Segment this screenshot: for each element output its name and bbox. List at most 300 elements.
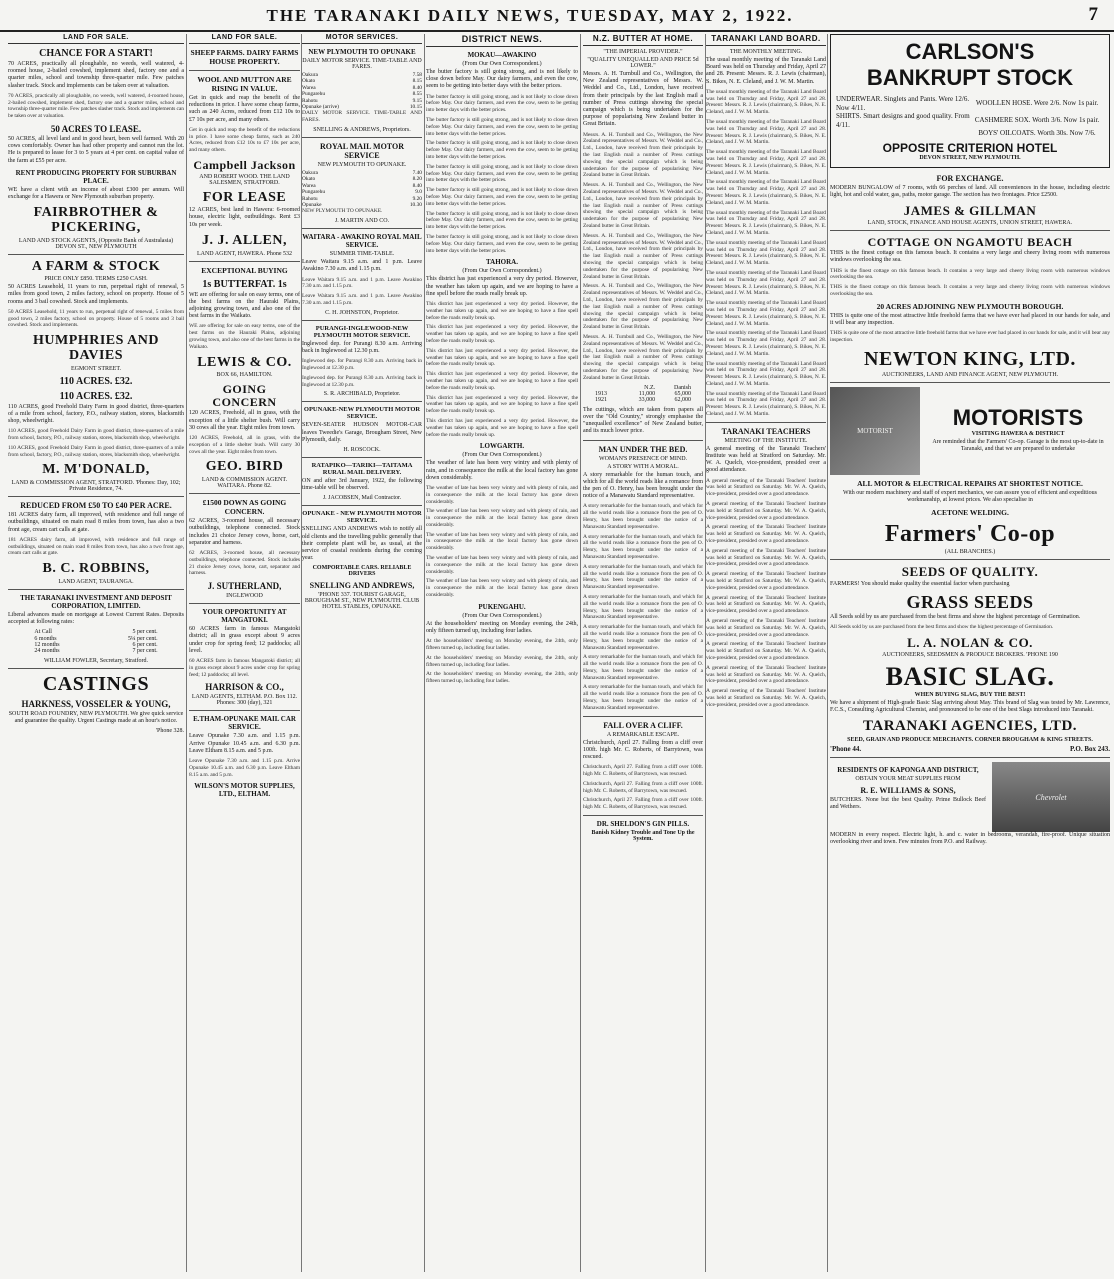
divider: [583, 815, 703, 816]
article-body: Christchurch, April 27. Falling from a cliff over 100ft. high Mr. C. Roberts, of Barrytown, was rescued.: [583, 739, 703, 761]
divider: [302, 137, 422, 138]
place: Rahotu: [302, 97, 318, 104]
carlsons-ad: [830, 34, 1110, 168]
timetable: [302, 170, 422, 208]
article-body-continued: The usual monthly meeting of the Taranaki Land Board was held on Thursday and Friday, April 27 and 28. Present: Messrs. R. J. Lewis (chairman), S. Bikes, N. E. Cleland, and J. W. M. Martin.: [706, 119, 826, 146]
firm-address: LAND AND STOCK AGENTS, (Opposite Bank of Australasia) DEVON ST., NEW PLYMOUTH: [18, 237, 174, 250]
ad-heading: 110 ACRES. £32.: [59, 390, 133, 402]
divider: [8, 254, 184, 255]
article-body-continued: This district has just experienced a very dry period. However, the weather has taken up again, and we are hoping to have a fine spell before the roads really break up.: [426, 324, 578, 344]
ad-body: 50 ACRES, all level land and in good heart, been well farmed. With 20 cows comfortably. Owner has had other property and cannot run the lot. He is prepared to lease for 3 to 5 years at 4 per cent. on capital value of the farm at £55 per acre.: [8, 136, 184, 164]
ad-body-continued: THIS is quite one of the most attractive little freehold farms that we have ever had placed in our hands for sale, and it will bear any inspection.: [830, 330, 1110, 343]
table-row: [836, 95, 1104, 112]
article-body-continued: Messrs. A. H. Turnbull and Co., Wellington, the New Zealand representatives of Messrs. W. Weddel and Co., Ltd., London, have received from their principals by the last English mail a number of Press cuttings showing the special campaign which is being undertaken for the purpose of popularising New Zealand butter in Great Britain.: [583, 232, 703, 280]
firm-name: HARKNESS, VOSSELER & YOUNG,: [21, 698, 171, 709]
article-body-continued: Messrs. A. H. Turnbull and Co., Wellington, the New Zealand representatives of Messrs. W. Weddel and Co., Ltd., London, have received from their principals by the last English mail a number of Press cuttings showing the special campaign which is being undertaken for the purpose of popularising New Zealand butter in Great Britain.: [583, 182, 703, 229]
firm-name: HUMPHRIES AND DAVIES: [33, 333, 159, 363]
firm-address: AUCTIONEERS, SEEDSMEN & PRODUCE BROKERS. 'PHONE 190: [882, 651, 1058, 658]
article-byline: (From Our Own Correspondent.): [462, 452, 542, 459]
article-subheading: THE MONTHLY MEETING.: [729, 49, 803, 55]
ad-body: Leave Waitara 9.15 a.m. and 1 p.m. Leave Awakino 7.30 a.m. and 1.15 p.m.: [302, 259, 422, 273]
article-body-continued: The butter factory is still going strong, and is not likely to close down before May. Our dairy farmers, and even the cow, seem to be getting into better days with the better prices.: [426, 140, 578, 160]
section-heading: DISTRICT NEWS.: [426, 34, 578, 47]
divider: [302, 401, 422, 402]
ad-body: Liberal advances made on mortgage at Lowest Current Rates. Deposits accepted at following rates:: [8, 611, 184, 626]
ad-heading: GOING CONCERN: [212, 382, 277, 409]
firm-address: 'PHONE 337. TOURIST GARAGE, BROUGHAM ST., NEW PLYMOUTH. CLUB HOTEL STABLES, OPUNAKE.: [304, 592, 420, 611]
stock-item: CASHMERE SOX. Worth 3/6. Now 1s pair.: [974, 116, 1100, 125]
article-body: The cuttings, which are taken from papers all over the "Old Country," strongly emphasise the "unequalled excellence" of New Zealand butter, and its much lower price.: [583, 406, 703, 435]
ad-heading: PURANGI-INGLEWOOD-NEW PLYMOUTH MOTOR SERVICE.: [313, 324, 411, 339]
ad-body: SNELLING AND ANDREWS wish to notify all old clients and the travelling public generally that their complete plant will be, as usual, at the service of coastal residents during the coming year.: [302, 526, 422, 562]
time: 8.40: [412, 84, 422, 91]
article-body-continued: A general meeting of the Taranaki Teachers' Institute was held at Stratford on Saturday. Mr. W. A. Quelch, vice-president, presided over a good attendance.: [706, 524, 826, 545]
time: 7.40: [412, 170, 422, 177]
column-header: N.Z.: [644, 384, 656, 391]
ad-body: 12 ACRES, best land in Hawera: 6-roomed house, electric light, outbuildings. Rent £3 10s per week.: [189, 207, 300, 228]
ad-body: With our modern machinery and staff of expert mechanics, we can assure you of efficient and expeditious workmanship, at lowest prices. We also specialise in: [843, 489, 1097, 503]
article-heading: TARANAKI TEACHERS: [721, 426, 811, 436]
firm-address: LAND AGENT, HAWERA. Phone 532: [196, 250, 293, 257]
article-body: At the householders' meeting on Monday evening, the 24th, only fifteen turned up, including four ladies.: [426, 620, 578, 635]
article-body-continued: This district has just experienced a very dry period. However, the weather has taken up again, and we are hoping to have a fine spell before the roads really break up.: [426, 417, 578, 438]
butter-export-table: [595, 385, 691, 404]
masthead-title: THE TARANAKI DAILY NEWS, TUESDAY, MAY 2, 1922.: [266, 6, 794, 25]
firm-name: LEWIS & CO.: [197, 354, 292, 370]
firm-name: SNELLING AND ANDREWS,: [309, 581, 415, 591]
ad-heading: FOR EXCHANGE.: [936, 173, 1004, 183]
rate-period: 12 months: [34, 642, 60, 649]
ad-body: 50 ACRES Leasehold, 11 years to run, perpetual right of renewal, 5 miles from good town, 2 miles factory, school on property. House of 5 rooms and 3 bail cowshed. Stock and implements.: [8, 284, 184, 305]
article-body-continued: A general meeting of the Taranaki Teachers' Institute was held at Stratford on Saturday. Mr. W. A. Quelch, vice-president, presided over a good attendance.: [706, 501, 826, 521]
ad-subtitle: VISITING HAWERA & DISTRICT: [971, 431, 1065, 438]
ad-body: MODERN BUNGALOW of 7 rooms, with 66 perches of land. All conveniences in the house, including electric light, hot and cold water, gas, paths, motor garage. The section has two frontages. Price £2500.: [830, 184, 1110, 198]
ad-subheading: DAILY MOTOR SERVICE. TIME-TABLE AND FARES.: [302, 58, 422, 70]
ad-subheading: SUMMER TIME-TABLE.: [329, 251, 395, 258]
nz-value: 11,000: [638, 390, 656, 397]
article-body-continued: This district has just experienced a very dry period. However, the weather has taken up again, and we are hoping to have a fine spell before the roads really break up.: [426, 300, 578, 321]
article-heading: N.Z. BUTTER AT HOME.: [583, 34, 703, 46]
time: 10.30: [409, 202, 422, 209]
table-row: [836, 129, 1104, 138]
firm-name: L. A. NOLAN & CO.: [907, 635, 1033, 651]
divider: [189, 710, 300, 711]
phone: 'Phone 328.: [155, 728, 184, 735]
ad-body-continued: Leave Waitara 9.15 a.m. and 1 p.m. Leave Awakino 7.30 a.m. and 1.15 p.m.: [302, 276, 422, 290]
ad-body-continued: THIS is the finest cottage on this famous beach. It contains a very large and cheery living room with numerous windows overlooking the sea.: [830, 267, 1110, 281]
ad-body-continued: 70 ACRES, practically all ploughable, no weeds, well watered, 4-roomed house, 2-bailed cowshed, implement shed, factory one and a quarter miles, school and township three-quarter mile. Few patches slasher track. Stock and implements can be taken over at valuation.: [8, 92, 184, 120]
article-subheading: "THE IMPERIAL PROVIDER.": [603, 49, 683, 55]
column-rule: [580, 34, 581, 1272]
stock-item: SHIRTS. Smart designs and good quality. From 4/11.: [836, 112, 970, 129]
firm-address: LAND & COMMISSION AGENT, STRATFORD. 'Phones: Day, 102; Private Residence, 74.: [11, 480, 181, 493]
ad-heading: BASIC SLAG.: [885, 661, 1055, 691]
column-rule: [424, 34, 425, 1272]
article-body-continued: The usual monthly meeting of the Taranaki Land Board was held on Thursday and Friday, April 27 and 28. Present: Messrs. R. J. Lewis (chairman), S. Bikes, N. E. Cleland, and J. W. M. Martin.: [706, 269, 826, 297]
ad-body: SOUTH ROAD FOUNDRY, NEW PLYMOUTH. We give quick service and guarantee the quality. Urgent Castings made at an hour's notice.: [8, 710, 184, 725]
ad-body-continued: 110 ACRES, good Freehold Dairy Farm in good district, three-quarters of a mile from school, factory, P.O., railway station, stores, blacksmith shop, wheelwright.: [8, 428, 184, 442]
firm-address: SEED, GRAIN AND PRODUCE MERCHANTS. CORNER BROUGHAM & KING STREETS.: [847, 737, 1093, 744]
ad-heading: OPUNAKE-NEW PLYMOUTH MOTOR SERVICE.: [303, 406, 421, 421]
article-subheading: WOMAN'S PRESENCE OF MIND.: [598, 455, 688, 462]
year: 1913: [595, 390, 607, 397]
article-body-continued: Christchurch, April 27. Falling from a cliff over 100ft. high Mr. C. Roberts, of Barrytown, was rescued.: [583, 764, 703, 778]
ad-body: THIS is quite one of the most attractive little freehold farms that we have ever had placed in our hands for sale, and it will bear any inspection.: [830, 312, 1110, 326]
ad-subtitle: OBTAIN YOUR MEAT SUPPLIES FROM: [855, 776, 961, 783]
article-heading: TAHORA.: [486, 258, 518, 267]
article-body-continued: Christchurch, April 27. Falling from a cliff over 100ft. high Mr. C. Roberts, of Barrytown, was rescued.: [583, 797, 703, 811]
place: Oakura: [302, 170, 318, 177]
article-subheading: A STORY WITH A MORAL.: [607, 463, 679, 470]
article-body-continued: The usual monthly meeting of the Taranaki Land Board was held on Thursday and Friday, April 27 and 28. Present: Messrs. R. J. Lewis (chairman), S. Bikes, N. E. Cleland, and J. W. M. Martin.: [706, 330, 826, 357]
article-body-continued: Messrs. A. H. Turnbull and Co., Wellington, the New Zealand representatives of Messrs. W. Weddel and Co., Ltd., London, have received from their principals by the last English mail a number of Press cuttings showing the special campaign which is being undertaken for the purpose of popularising New Zealand butter in Great Britain.: [583, 131, 703, 179]
ad-body-continued: DAILY MOTOR SERVICE. TIME-TABLE AND FARES.: [302, 110, 422, 124]
article-heading: FALL OVER A CLIFF.: [603, 720, 683, 730]
article-body-continued: A story remarkable for the human touch, and which for all the world reads like a romance from the pen of O. Henry, has been brought under the notice of a Manawatu Standard representative.: [583, 684, 703, 711]
article-body: Messrs. A. H. Turnbull and Co., Wellington, the New Zealand representatives of Messrs. W. Weddel and Co., Ltd., London, have received from their principals by the last English mail a number of Press cuttings showing the special campaign which is being undertaken for the purpose of popularising New Zealand butter in Great Britain.: [583, 71, 703, 128]
ad-body-continued: Inglewood dep. for Purangi 8.30 a.m. Arriving back in Inglewood at 12.30 p.m.: [302, 374, 422, 388]
rate-value: 6 per cent.: [132, 642, 158, 649]
article-body-continued: A story remarkable for the human touch, and which for all the world reads like a romance from the pen of O. Henry, has been brought under the notice of a Manawatu Standard representative.: [583, 624, 703, 651]
article-body: The usual monthly meeting of the Taranaki Land Board was held on Thursday and Friday, April 27 and 28. Present: Messrs. R. J. Lewis (chairman), S. Bikes, N. E. Cleland, and J. W. M. Martin.: [706, 57, 826, 85]
column-land-for-sale-2: [189, 34, 300, 1272]
article-body-continued: The usual monthly meeting of the Taranaki Land Board was held on Thursday and Friday, April 27 and 28. Present: Messrs. R. J. Lewis (chairman), S. Bikes, N. E. Cleland, and J. W. M. Martin.: [706, 88, 826, 116]
deposit-rates-table: [34, 629, 157, 655]
article-body-continued: Messrs. A. H. Turnbull and Co., Wellington, the New Zealand representatives of Messrs. W. Weddel and Co., Ltd., London, have received from their principals by the last English mail a number of Press cuttings showing the special campaign which is being undertaken for the purpose of popularising New Zealand butter in Great Britain.: [583, 333, 703, 381]
firm-address: AUCTIONEERS, LAND AND FINANCE AGENT, NEW PLYMOUTH.: [881, 371, 1059, 378]
article-body-continued: The butter factory is still going strong, and is not likely to close down before May. Our dairy farmers, and even the cow, seem to be getting into better days with the better prices.: [426, 117, 578, 137]
divider: [8, 589, 184, 590]
table-row: [836, 112, 1104, 129]
ad-heading: RESIDENTS OF KAPONGA AND DISTRICT,: [837, 766, 979, 775]
divider: [830, 559, 1110, 560]
article-body-continued: A story remarkable for the human touch, and which for all the world reads like a romance from the pen of O. Henry, has been brought under the notice of a Manawatu Standard representative.: [583, 654, 703, 681]
time: 8.15: [412, 78, 422, 85]
ad-heading: CHANCE FOR A START!: [39, 48, 153, 59]
time: 7.58: [412, 72, 422, 78]
column-land-for-sale-1: [8, 34, 184, 1272]
time: 9.20: [412, 195, 422, 202]
time: 10.15: [409, 104, 422, 111]
firm-address: LAND & COMMISSION AGENT. WAITARA. Phone 82.: [201, 477, 288, 490]
article-body-continued: A general meeting of the Taranaki Teachers' Institute was held at Stratford on Saturday. Mr. W. A. Quelch, vice-president, presided over a good attendance.: [706, 571, 826, 591]
ad-heading: 50 ACRES TO LEASE.: [50, 124, 142, 134]
time: 8.20: [412, 176, 422, 183]
place: Opunake (arrive): [302, 104, 339, 111]
article-body-continued: A story remarkable for the human touch, and which for all the world reads like a romance from the pen of O. Henry, has been brought under the notice of a Manawatu Standard representative.: [583, 533, 703, 560]
article-byline: (From Our Own Correspondent.): [462, 268, 542, 275]
column-rule: [827, 34, 828, 1272]
article-heading: MAN UNDER THE BED.: [598, 444, 688, 454]
page-number: 7: [1088, 4, 1098, 25]
time: 9.0: [415, 189, 422, 196]
article-body-continued: The usual monthly meeting of the Taranaki Land Board was held on Thursday and Friday, April 27 and 28. Present: Messrs. R. J. Lewis (chairman), S. Bikes, N. E. Cleland, and J. W. M. Martin.: [706, 390, 826, 418]
ad-location: OPPOSITE CRITERION HOTEL: [882, 140, 1058, 155]
time: 8.40: [412, 182, 422, 189]
proprietor: J. MARTIN AND CO.: [334, 218, 390, 225]
article-body-continued: The weather of late has been very wintry and with plenty of rain, and in consequence the milk at the local factory has gone down considerably.: [426, 578, 578, 599]
divider: [302, 457, 422, 458]
ad-heading: COTTAGE ON NGAMOTU BEACH: [867, 234, 1073, 249]
ad-body: THIS is the finest cottage on this famous beach. It contains a very large and cheery living room with numerous windows overlooking the sea.: [830, 250, 1110, 264]
article-body-continued: The usual monthly meeting of the Taranaki Land Board was held on Thursday and Friday, April 27 and 28. Present: Messrs. R. J. Lewis (chairman), S. Bikes, N. E. Cleland, and J. W. M. Martin.: [706, 239, 826, 267]
proprietor: H. ROSCOCK.: [343, 447, 381, 454]
proprietor: SNELLING & ANDREWS, Proprietors.: [313, 127, 411, 134]
ad-body: WE have a client with an income of about £300 per annum. Will exchange for a Hawera or New Plymouth suburban property.: [8, 186, 184, 201]
proprietor: S. R. ARCHIBALD, Proprietor.: [323, 391, 401, 398]
ad-body: WE are offering for sale on easy terms, one of the best farms on the Hauraki Plains, adjoining growing town, and also one of the best farms in the Waikato.: [189, 291, 300, 320]
firm-name: R. E. WILLIAMS & SONS,: [860, 786, 956, 796]
firm-address: INGLEWOOD: [226, 593, 263, 600]
article-body-continued: The usual monthly meeting of the Taranaki Land Board was held on Thursday and Friday, April 27 and 28. Present: Messrs. R. J. Lewis (chairman), S. Bikes, N. E. Cleland, and J. W. M. Martin.: [706, 209, 826, 236]
table-row: [595, 397, 691, 403]
firm-name: JAMES & GILLMAN: [903, 202, 1037, 218]
divider: [583, 716, 703, 717]
article-body-continued: At the householders' meeting on Monday evening, the 24th, only fifteen turned up, including four ladies.: [426, 654, 578, 668]
ad-body-continued: 110 ACRES, good Freehold Dairy Farm in good district, three-quarters of a mile from school, factory, P.O., railway station, stores, blacksmith shop, wheelwright.: [8, 444, 184, 458]
firm-name: TARANAKI AGENCIES, LTD.: [862, 718, 1078, 735]
firm-address: EGMONT STREET.: [70, 365, 122, 372]
firm-name: J. J. ALLEN,: [202, 232, 287, 248]
ad-heading: CASTINGS: [42, 672, 150, 695]
contact-line: [830, 745, 1110, 753]
ad-heading: SHEEP FARMS. DAIRY FARMS HOUSE PROPERTY.: [190, 48, 299, 66]
car-illustration: Chevrolet: [992, 762, 1110, 832]
rate-period: 6 months: [34, 635, 57, 642]
stock-item: [836, 129, 970, 138]
place: Okato: [302, 78, 316, 85]
article-body-continued: A general meeting of the Taranaki Teachers' Institute was held at Stratford on Saturday. Mr. W. A. Quelch, vice-president, presided over a good attendance.: [706, 477, 826, 498]
ad-body: ON and after 3rd January, 1922, the following time-table will be observed.: [302, 478, 422, 492]
ad-heading: RENT PRODUCING PROPERTY FOR SUBURBAN PLACE.: [15, 168, 177, 185]
table-row: [34, 648, 157, 654]
divider: [830, 757, 1110, 758]
ad-body: 60 ACRES farm in famous Mangatoki district; all in grass except about 9 acres under crop for spring feed; 12 paddocks; all level.: [189, 626, 300, 654]
article-body-continued: A story remarkable for the human touch, and which for all the world reads like a romance from the pen of O. Henry, has been brought under the notice of a Manawatu Standard representative.: [583, 593, 703, 621]
divider: [189, 261, 300, 262]
article-body: A general meeting of the Taranaki Teachers' Institute was held at Stratford on Saturday. Mr. W. A. Quelch, vice-president, presided over a good attendance.: [706, 445, 826, 474]
article-body-continued: The usual monthly meeting of the Taranaki Land Board was held on Thursday and Friday, April 27 and 28. Present: Messrs. R. J. Lewis (chairman), S. Bikes, N. E. Cleland, and J. W. M. Martin.: [706, 360, 826, 387]
stock-items: [836, 95, 1104, 138]
article-body-continued: Christchurch, April 27. Falling from a cliff over 100ft. high Mr. C. Roberts, of Barrytown, was rescued.: [583, 780, 703, 794]
ad-title: CARLSON'S: [905, 39, 1035, 64]
divider: [302, 228, 422, 229]
article-body: The weather of late has been very wintry and with plenty of rain, and in consequence the milk at the local factory has gone down considerably.: [426, 460, 578, 481]
article-body-continued: The butter factory is still going strong, and is not likely to close down before May. Our dairy farmers, and even the cow, seem to be getting into better days with the better prices.: [426, 187, 578, 207]
ad-price: 1s BUTTERFAT. 1s: [202, 278, 287, 290]
ad-body: Leave Opunake 7.30 a.m. and 1.15 p.m. Arrive Opunake 10.45 a.m. and 6.30 p.m. Leave Eltham 8.15 a.m. and 5 p.m.: [189, 733, 300, 754]
firm-name: J. SUTHERLAND,: [207, 581, 282, 592]
masthead: [0, 0, 1114, 32]
stock-item: BOYS' OILCOATS. Worth 30s. Now 7/6.: [978, 129, 1096, 137]
article-body-continued: Messrs. A. H. Turnbull and Co., Wellington, the New Zealand representatives of Messrs. W. Weddel and Co., Ltd., London, have received from their principals by the last English mail a number of Press cuttings showing the special campaign which is being undertaken for the purpose of popularising New Zealand butter in Great Britain.: [583, 283, 703, 331]
ad-heading: EXCEPTIONAL BUYING: [201, 265, 288, 275]
ad-body-continued: 62 ACRES, 3-roomed house, all necessary outbuildings, telephone connected. Stock includes 21 choice Jersey cows, horse, cart, separator and harness.: [189, 549, 300, 577]
ad-body: Are reminded that the Farmers' Co-op. Garage is the most up-to-date in Taranaki, and that we are prepared to undertake: [932, 439, 1104, 453]
rate-value: 5¼ per cent.: [127, 635, 158, 642]
firm-name: NEWTON KING, LTD.: [864, 347, 1076, 370]
divider: [830, 382, 1110, 383]
column-motor-services: [302, 34, 422, 1272]
nz-value: 33,000: [638, 397, 656, 404]
article-body-continued: A general meeting of the Taranaki Teachers' Institute was held at Stratford on Saturday. Mr. W. A. Quelch, vice-president, presided over a good attendance.: [706, 688, 826, 708]
rate-value: 5 per cent.: [132, 629, 158, 636]
ad-highlight: ACETONE WELDING.: [931, 508, 1009, 518]
ad-body: SEVEN-SEATER HUDSON MOTOR-CAR leaves Tweedie's Garage, Brougham Street, New Plymouth, daily.: [302, 422, 422, 443]
article-body-continued: The butter factory is still going strong, and is not likely to close down before May. Our dairy farmers, and even the cow, seem to be getting into better days with the better prices.: [426, 163, 578, 184]
article-body: The butter factory is still going strong, and is not likely to close down before May. Our dairy farmers, and even the cow, seem to be getting into better days with the better prices.: [426, 69, 578, 90]
ad-body-continued: WE are offering for sale on easy terms, one of the best farms on the Hauraki Plains, adjoining growing town, and also one of the best farms in the Waikato.: [189, 323, 300, 350]
article-body-continued: The weather of late has been very wintry and with plenty of rain, and in consequence the milk at the local factory has gone down considerably.: [426, 508, 578, 528]
ad-body: Inglewood dep. for Purangi 8.30 a.m. Arriving back in Inglewood at 12.30 p.m.: [302, 340, 422, 355]
article-byline: (From Our Own Correspondent.): [462, 61, 542, 67]
ad-body: All Seeds sold by us are purchased from the best firms and show the highest percentage of Germination.: [830, 614, 1081, 621]
ad-body-continued: Inglewood dep. for Purangi 8.30 a.m. Arriving back in Inglewood at 12.30 p.m.: [302, 358, 422, 372]
firm-name: GEO. BIRD: [205, 459, 284, 475]
article-body-continued: The weather of late has been very wintry and with plenty of rain, and in consequence the milk at the local factory has gone down considerably.: [426, 531, 578, 552]
ad-body: FARMERS! You should make quality the essential factor when purchasing: [830, 580, 1010, 587]
column-header: Danish: [674, 384, 691, 391]
ad-body: 181 ACRES dairy farm, all improved, with residence and full range of outbuildings, situated on main road 8 miles from town, has also a two front age, cream cart calls at gate.: [8, 512, 184, 533]
ad-heading: 20 ACRES ADJOINING NEW PLYMOUTH BOROUGH.: [876, 301, 1064, 311]
po-box: P.O. Box 243.: [1070, 745, 1110, 754]
article-heading: PUKENGAHU.: [478, 602, 526, 611]
article-body-continued: The butter factory is still going strong, and is not likely to close down before May. Our dairy farmers, and even the cow, seem to be getting into better days with the better prices.: [426, 233, 578, 254]
year: 1921: [595, 397, 607, 404]
article-body-continued: This district has just experienced a very dry period. However, the weather has taken up again, and we are hoping to have a fine spell before the roads really break up.: [426, 347, 578, 368]
ad-body-continued: 50 ACRES Leasehold, 11 years to run, perpetual right of renewal, 5 miles from good town, 2 miles factory, school on property. House of 5 rooms and 3 bail cowshed. Stock and implements.: [8, 308, 184, 329]
article-body-continued: This district has just experienced a very dry period. However, the weather has taken up again, and we are hoping to have a fine spell before the roads really break up.: [426, 394, 578, 415]
article-body-continued: The butter factory is still going strong, and is not likely to close down before May. Our dairy farmers, and even the cow, seem to be getting into better days with the better prices.: [426, 93, 578, 114]
ad-body-continued: NEW PLYMOUTH TO OPUNAKE.: [302, 208, 383, 215]
danish-value: 62,000: [674, 397, 691, 404]
ad-heading: YOUR OPPORTUNITY AT MANGATOKI.: [202, 608, 287, 625]
ad-heading: REDUCED FROM £50 TO £40 PER ACRE.: [20, 501, 172, 511]
article-subheading: MEETING OF THE INSTITUTE.: [724, 437, 808, 444]
motorist-illustration: MOTORIST: [830, 387, 920, 475]
firm-name: WILSON'S MOTOR SUPPLIES, LTD., ELTHAM.: [194, 782, 295, 799]
section-heading: LAND FOR SALE.: [8, 34, 184, 44]
column-land-board: [706, 34, 826, 1272]
article-heading: MOKAU—AWAKINO: [467, 51, 537, 59]
ad-tagline: COMPORTABLE CARS. RELIABLE DRIVERS: [312, 565, 412, 578]
ad-body-continued: Leave Waitara 9.15 a.m. and 1 p.m. Leave Awakino 7.30 a.m. and 1.15 p.m.: [302, 293, 422, 307]
divider: [189, 493, 300, 494]
firm-name: HARRISON & CO.,: [205, 682, 284, 693]
ad-price: PRICE ONLY £850. TERMS £250 CASH.: [44, 276, 148, 283]
article-body: A story remarkable for the human touch, and which for all the world reads like a romance from the pen of O. Henry, has been brought under the notice of a Manawatu Standard representative.: [583, 471, 703, 500]
place: Rahotu: [302, 195, 318, 202]
rate-period: At Call: [34, 629, 52, 636]
section-heading: MOTOR SERVICES.: [302, 34, 422, 44]
firm-name: M. M'DONALD,: [42, 462, 150, 478]
firm-name: Farmers' Co-op: [884, 521, 1056, 548]
article-subheading: "QUALITY UNEQUALLED AND PRICE 5d LOWER.": [587, 57, 699, 69]
ad-body-continued: Get in quick and reap the benefit of the reductions in price. I have some cheap farms, such as 240 Acres, reduced from £12 10s to £7 10s per acre, and many others.: [189, 126, 300, 154]
article-body-continued: The usual monthly meeting of the Taranaki Land Board was held on Thursday and Friday, April 27 and 28. Present: Messrs. R. J. Lewis (chairman), S. Bikes, N. E. Cleland, and J. W. M. Martin.: [706, 300, 826, 327]
ad-body-continued: THIS is the finest cottage on this famous beach. It contains a very large and cheery living room with numerous windows overlooking the sea.: [830, 284, 1110, 297]
place: Warea: [302, 84, 316, 91]
time: 8.55: [412, 91, 422, 98]
ad-heading: NEW PLYMOUTH TO OPUNAKE: [308, 48, 416, 56]
ad-heading: DR. SHELDON'S GIN PILLS.: [596, 820, 690, 829]
divider: [302, 320, 422, 321]
danish-value: 65,000: [674, 390, 691, 397]
ad-body: 62 ACRES, 3-roomed house, all necessary outbuildings, telephone connected. Stock includes 21 choice Jersey cows, horse, cart, separator and harness.: [189, 518, 300, 546]
timetable: [302, 72, 422, 110]
section-heading: LAND FOR SALE.: [189, 34, 300, 44]
stock-item: WOOLLEN HOSE. Were 2/6. Now 1s pair.: [975, 99, 1099, 108]
ad-body-continued: 60 ACRES farm in famous Mangatoki district; all in grass except about 9 acres under crop for spring feed; 12 paddocks; all level.: [189, 657, 300, 678]
ad-heading: RATAPIKO—TARIKI—TAITAMA RURAL MAIL DELIVERY.: [311, 462, 413, 477]
ad-heading: THE TARANAKI INVESTMENT AND DEPOSIT CORPORATION, LIMITED.: [20, 593, 172, 610]
article-body-continued: The usual monthly meeting of the Taranaki Land Board was held on Thursday and Friday, April 27 and 28. Present: Messrs. R. J. Lewis (chairman), S. Bikes, N. E. Cleland, and J. W. M. Martin.: [706, 149, 826, 176]
article-body-continued: The weather of late has been very wintry and with plenty of rain, and in consequence the milk at the local factory has gone down considerably.: [426, 555, 578, 575]
article-body-continued: A story remarkable for the human touch, and which for all the world reads like a romance from the pen of O. Henry, has been brought under the notice of a Manawatu Standard representative.: [583, 563, 703, 591]
divider: [8, 496, 184, 497]
ad-subheading: Banish Kidney Trouble and Tone Up the System.: [591, 830, 695, 843]
column-district-news: [426, 34, 578, 1272]
divider: [302, 505, 422, 506]
article-body-continued: A general meeting of the Taranaki Teachers' Institute was held at Stratford on Saturday. Mr. W. A. Quelch, vice-president, presided over a good attendance.: [706, 641, 826, 662]
ad-heading: OPUNAKE - NEW PLYMOUTH MOTOR SERVICE.: [302, 510, 422, 525]
ad-heading: SEEDS OF QUALITY.: [901, 564, 1039, 580]
article-body-continued: The usual monthly meeting of the Taranaki Land Board was held on Thursday and Friday, April 27 and 28. Present: Messrs. R. J. Lewis (chairman), S. Bikes, N. E. Cleland, and J. W. M. Martin.: [706, 179, 826, 206]
article-body-continued: A general meeting of the Taranaki Teachers' Institute was held at Stratford on Saturday. Mr. W. A. Quelch, vice-president, presided over a good attendance.: [706, 618, 826, 638]
place: Warea: [302, 182, 316, 189]
firm-address: LAND AGENTS, ELTHAM. P.O. Box 112. Phones: 300 (day), 321: [191, 694, 298, 707]
ad-body: BUTCHERS. None but the best Quality. Prime Bullock Beef and Wethers.: [830, 797, 986, 811]
proprietor: C. H. JOHNSTON, Proprietor.: [325, 309, 399, 316]
ad-heading: GRASS SEEDS: [906, 592, 1034, 613]
firm-name: FAIRBROTHER & PICKERING,: [33, 205, 159, 235]
ad-body-continued: All Seeds sold by us are purchased from the best firms and show the highest percentage of Germination.: [830, 624, 1054, 631]
column-display-ads: [830, 34, 1110, 1272]
column-rule: [186, 34, 187, 1272]
column-butter-article: [583, 34, 703, 1272]
divider: [189, 603, 300, 604]
ad-heading: WAITARA - AWAKINO ROYAL MAIL SERVICE.: [302, 233, 422, 250]
ad-heading: E.THAM-OPUNAKE MAIL CAR SERVICE.: [193, 715, 296, 732]
ad-subheading: NEW PLYMOUTH TO OPUNAKE.: [317, 162, 407, 169]
ad-body-continued: 181 ACRES dairy farm, all improved, with residence and full range of outbuildings, situated on main road 8 miles from town, has also a two front age, cream cart calls at gate.: [8, 536, 184, 557]
article-heading: LOWGARTH.: [479, 442, 525, 451]
place: Oakura: [302, 72, 318, 78]
ad-body: MODERN in every respect. Electric light, h. and c. water in bedrooms, verandah, fire-proof. Unique situation overlooking river and town. Few minutes from P.O. and Railway.: [830, 832, 1110, 846]
ad-address: DEVON STREET, NEW PLYMOUTH.: [919, 154, 1021, 161]
article-body: This district has just experienced a very dry period. However, the weather has taken up again, and we are hoping to have a fine spell before the roads really break up.: [426, 276, 578, 297]
rate-value: 7 per cent.: [132, 648, 158, 655]
stock-item: UNDERWEAR. Singlets and Pants. Were 12/6. Now 4/11.: [836, 95, 970, 112]
ad-body-continued: Leave Opunake 7.30 a.m. and 1.15 p.m. Arrive Opunake 10.45 a.m. and 6.30 p.m. Leave Eltham 8.15 a.m. and 5 p.m.: [189, 757, 300, 778]
ad-body: 70 ACRES, practically all ploughable, no weeds, well watered, 4-roomed house, 2-bailed cowshed, implement shed, factory one and a quarter miles, school and township three-quarter mile. Few patches slasher track. Stock and implements can be taken over at valuation.: [8, 61, 184, 89]
phone: 'Phone 44.: [830, 745, 862, 754]
ad-heading: £1500 DOWN AS GOING CONCERN.: [202, 498, 287, 517]
divider: [189, 70, 300, 71]
article-body-continued: A general meeting of the Taranaki Teachers' Institute was held at Stratford on Saturday. Mr. W. A. Quelch, vice-president, presided over a good attendance.: [706, 664, 826, 685]
ad-title: BANKRUPT STOCK: [866, 65, 1074, 90]
ad-subtitle: WHEN BUYING SLAG, BUY THE BEST!: [914, 692, 1026, 698]
ad-title: MOTORISTS: [952, 405, 1084, 431]
rate-period: 24 months: [34, 648, 60, 655]
kaponga-ad: [830, 762, 1110, 832]
article-body-continued: At the householders' meeting on Monday evening, the 24th, only fifteen turned up, including four ladies.: [426, 671, 578, 685]
article-body-continued: This district has just experienced a very dry period. However, the weather has taken up again, and we are hoping to have a fine spell before the roads really break up.: [426, 371, 578, 391]
firm-address: LAND AGENT, TAURANGA.: [58, 578, 134, 585]
secretary: WILLIAM FOWLER, Secretary, Stratford.: [44, 657, 148, 664]
article-body-continued: A general meeting of the Taranaki Teachers' Institute was held at Stratford on Saturday. Mr. W. A. Quelch, vice-president, presided over a good attendance.: [706, 547, 826, 568]
article-byline: (From Our Own Correspondent.): [462, 612, 542, 619]
